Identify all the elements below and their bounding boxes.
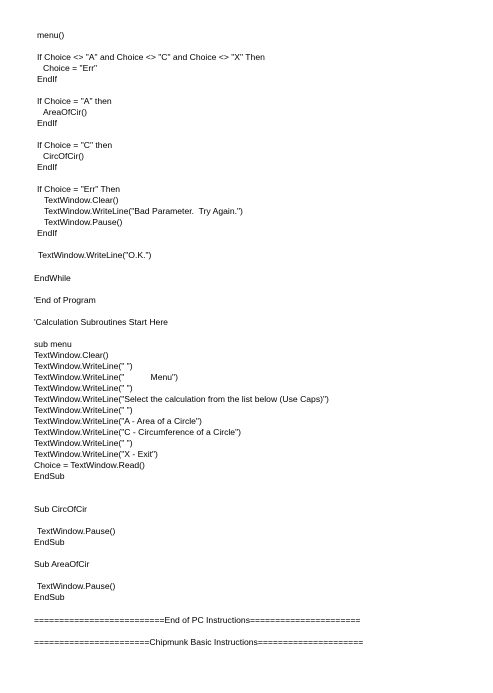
code-line-menu-clear: TextWindow.Clear() xyxy=(34,350,109,360)
code-line-menu-call: menu() xyxy=(37,30,65,40)
code-line-err-clear: TextWindow.Clear() xyxy=(44,195,119,205)
code-line-menu-title: TextWindow.WriteLine(" Menu") xyxy=(34,372,178,382)
code-line-err-writeline: TextWindow.WriteLine("Bad Parameter. Try Again.") xyxy=(44,206,243,216)
code-line-sub-area: Sub AreaOfCir xyxy=(34,559,90,569)
code-line-endif: EndIf xyxy=(37,162,58,172)
code-line-call-circ: CircOfCir() xyxy=(43,151,85,161)
code-line-comment-calc-subroutines: 'Calculation Subroutines Start Here xyxy=(34,317,168,327)
code-line-menu-read: Choice = TextWindow.Read() xyxy=(34,460,145,470)
code-line-err-pause: TextWindow.Pause() xyxy=(44,217,123,227)
code-line-area-pause: TextWindow.Pause() xyxy=(37,581,116,591)
code-line-menu-option-a: TextWindow.WriteLine("A - Area of a Circle") xyxy=(34,416,202,426)
code-line-sub-menu: sub menu xyxy=(34,339,72,349)
code-line-endif: EndIf xyxy=(37,74,58,84)
code-line-menu-option-x: TextWindow.WriteLine("X - Exit") xyxy=(34,449,158,459)
code-line-circ-endsub: EndSub xyxy=(34,537,65,547)
code-line-menu-blank: TextWindow.WriteLine(" ") xyxy=(34,383,133,393)
code-line-menu-select: TextWindow.WriteLine("Select the calculation from the list below (Use Caps)") xyxy=(34,394,329,404)
code-line-if-choice-err: If Choice = "Err" Then xyxy=(37,184,121,194)
code-line-if-choice-a: If Choice = "A" then xyxy=(37,96,112,106)
code-line-endwhile: EndWhile xyxy=(34,273,71,283)
code-line-if-choice-invalid: If Choice <> "A" and Choice <> "C" and Choice <> "X" Then xyxy=(37,52,265,62)
code-line-call-area: AreaOfCir() xyxy=(43,107,87,117)
code-line-endif: EndIf xyxy=(37,118,58,128)
code-line-circ-pause: TextWindow.Pause() xyxy=(37,526,116,536)
code-line-menu-blank: TextWindow.WriteLine(" ") xyxy=(34,361,133,371)
divider-end-of-pc-instructions: ==========================End of PC Instructions====================== xyxy=(34,615,361,625)
code-line-menu-endsub: EndSub xyxy=(34,471,65,481)
code-line-if-choice-c: If Choice = "C" then xyxy=(37,140,113,150)
code-line-comment-end-program: 'End of Program xyxy=(34,295,96,305)
code-line-set-choice-err: Choice = "Err" xyxy=(43,63,98,73)
code-line-endif: EndIf xyxy=(37,228,58,238)
code-line-menu-option-c: TextWindow.WriteLine("C - Circumference of a Circle") xyxy=(34,427,241,437)
code-line-writeline-ok: TextWindow.WriteLine("O.K.") xyxy=(38,250,152,260)
code-line-sub-circ: Sub CircOfCir xyxy=(34,504,88,514)
code-line-menu-blank: TextWindow.WriteLine(" ") xyxy=(34,438,133,448)
divider-chipmunk-basic-instructions: =======================Chipmunk Basic Instructions===================== xyxy=(34,637,364,647)
code-line-menu-blank: TextWindow.WriteLine(" ") xyxy=(34,405,133,415)
code-line-area-endsub: EndSub xyxy=(34,592,65,602)
